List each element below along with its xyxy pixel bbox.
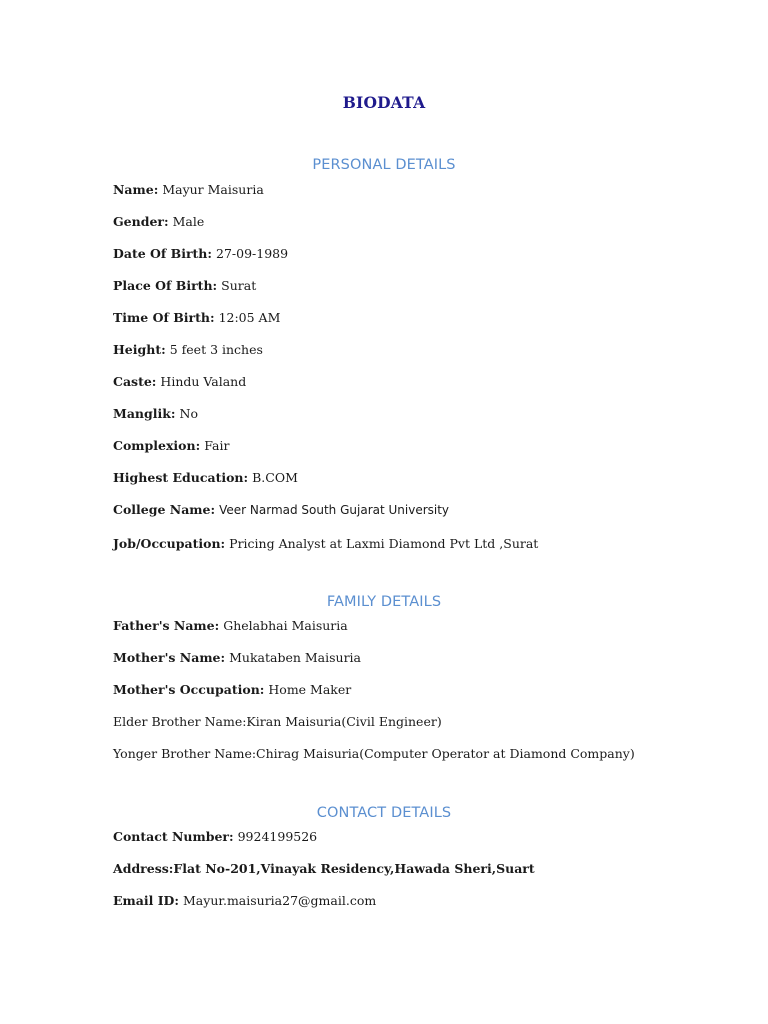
- contact-number-row: [113, 829, 317, 845]
- college-label: College Name:: [113, 502, 216, 517]
- complexion-value: Fair: [204, 438, 230, 453]
- complexion-label: Complexion:: [113, 438, 201, 453]
- dob-row: [113, 246, 288, 262]
- manglik-label: Manglik:: [113, 406, 176, 421]
- manglik-value: No: [179, 406, 198, 421]
- pob-label: Place Of Birth:: [113, 278, 218, 293]
- caste-row: [113, 374, 246, 390]
- education-row: [113, 470, 298, 486]
- education-label: Highest Education:: [113, 470, 249, 485]
- job-row: [113, 536, 538, 552]
- page-title: BIODATA: [342, 93, 426, 112]
- mother-value: Mukataben Maisuria: [229, 650, 362, 665]
- pob-row: [113, 278, 256, 294]
- job-label: Job/Occupation:: [113, 536, 226, 551]
- email-label: Email ID:: [113, 893, 180, 908]
- tob-value: 12:05 AM: [218, 310, 281, 325]
- caste-label: Caste:: [113, 374, 157, 389]
- gender-row: [113, 214, 204, 230]
- family-details-heading: FAMILY DETAILS: [326, 594, 442, 610]
- elder-brother-row: Elder Brother Name:Kiran Maisuria(Civil Engineer): [113, 714, 442, 729]
- gender-label: Gender:: [113, 214, 169, 229]
- dob-label: Date Of Birth:: [113, 246, 213, 261]
- email-value: Mayur.maisuria27@gmail.com: [183, 893, 377, 908]
- height-label: Height:: [113, 342, 166, 357]
- contact-number-label: Contact Number:: [113, 829, 234, 844]
- college-row: [113, 502, 449, 518]
- email-row: [113, 893, 376, 909]
- younger-brother-row: Yonger Brother Name:Chirag Maisuria(Computer Operator at Diamond Company): [113, 746, 635, 761]
- dob-value: 27-09-1989: [216, 246, 289, 261]
- tob-row: [113, 310, 280, 326]
- education-value: B.COM: [252, 470, 298, 485]
- complexion-row: [113, 438, 229, 454]
- name-row: [113, 182, 264, 198]
- father-value: Ghelabhai Maisuria: [223, 618, 348, 633]
- address-row: Address:Flat No-201,Vinayak Residency,Hawada Sheri,Suart: [113, 861, 535, 876]
- manglik-row: [113, 406, 198, 422]
- college-value: Veer Narmad South Gujarat University: [219, 503, 450, 517]
- father-row: [113, 618, 348, 634]
- contact-number-value: 9924199526: [237, 829, 318, 844]
- mother-row: [113, 650, 361, 666]
- personal-details-heading: PERSONAL DETAILS: [312, 157, 456, 173]
- mother-occupation-label: Mother's Occupation:: [113, 682, 265, 697]
- mother-label: Mother's Name:: [113, 650, 226, 665]
- caste-value: Hindu Valand: [160, 374, 247, 389]
- father-label: Father's Name:: [113, 618, 220, 633]
- gender-value: Male: [172, 214, 205, 229]
- job-value: Pricing Analyst at Laxmi Diamond Pvt Ltd ,Surat: [229, 536, 539, 551]
- name-label: Name:: [113, 182, 159, 197]
- pob-value: Surat: [221, 278, 257, 293]
- name-value: Mayur Maisuria: [162, 182, 264, 197]
- mother-occupation-value: Home Maker: [268, 682, 352, 697]
- mother-occupation-row: [113, 682, 351, 698]
- height-row: [113, 342, 263, 358]
- tob-label: Time Of Birth:: [113, 310, 215, 325]
- height-value: 5 feet 3 inches: [169, 342, 263, 357]
- contact-details-heading: CONTACT DETAILS: [316, 805, 452, 821]
